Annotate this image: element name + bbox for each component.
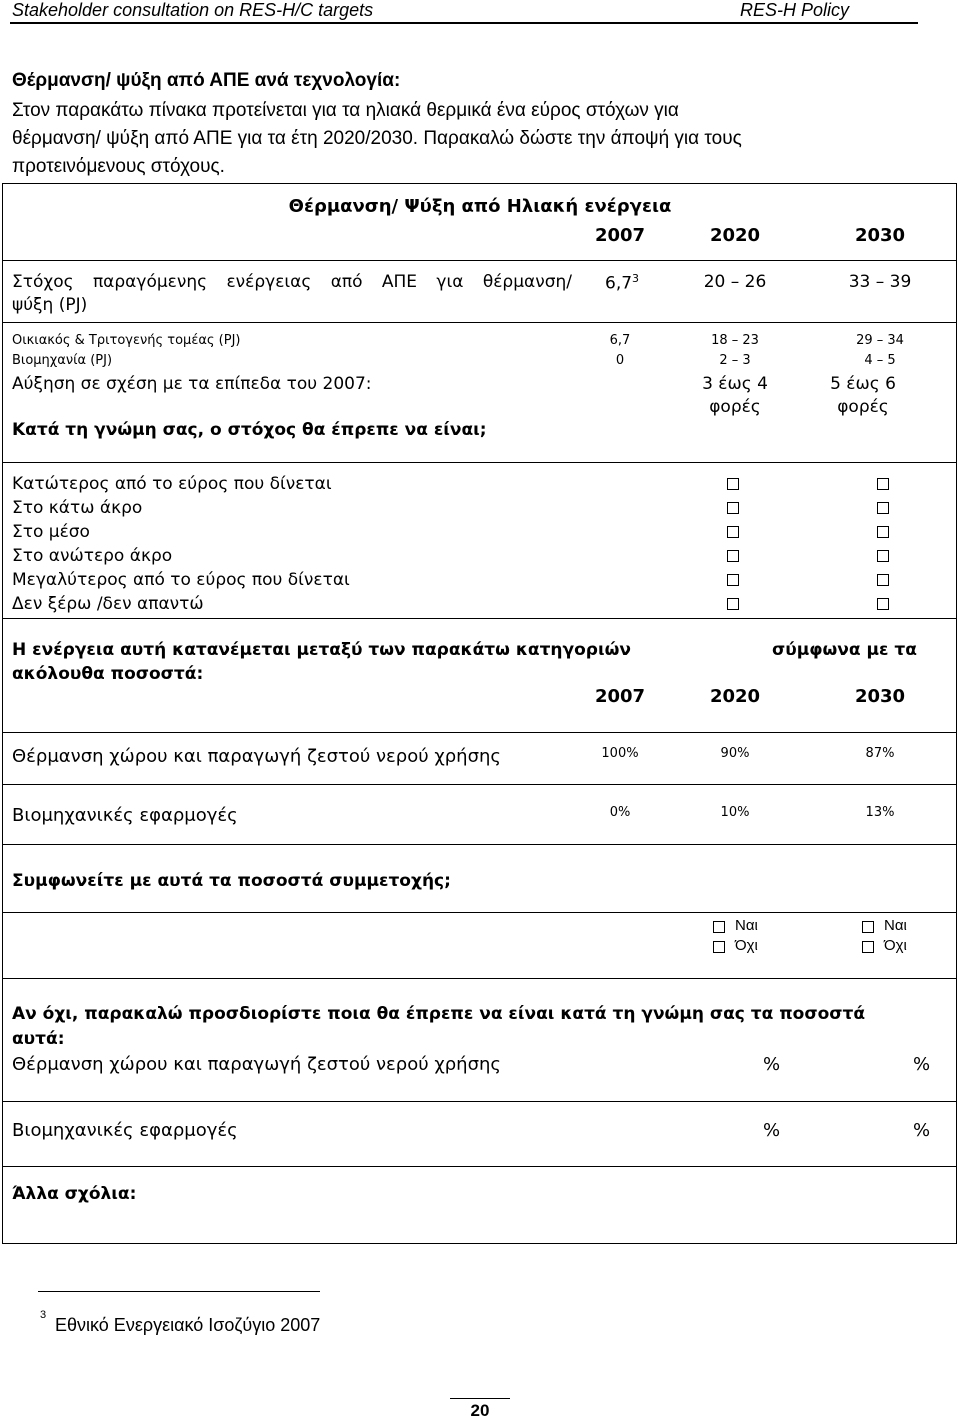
pct-row-2-label: Βιομηχανικές εφαρμογές — [12, 1120, 238, 1141]
agree-question: Συμφωνείτε με αυτά τα ποσοστά συμμετοχής; — [12, 871, 451, 891]
target-2020: 20 – 26 — [703, 272, 767, 292]
sub-row-2-2020: 2 – 3 — [719, 353, 751, 368]
divider-4 — [2, 618, 957, 619]
divider-10 — [2, 1101, 957, 1102]
sub-row-1-2030: 29 – 34 — [856, 333, 904, 348]
page-number: 20 — [470, 1401, 490, 1420]
pct-row-1-label: Θέρμανση χώρου και παραγωγή ζεστού νερού χρήσης — [12, 1054, 501, 1075]
option-6-label: Δεν ξέρω /δεν απαντώ — [12, 594, 204, 614]
option-1-checkbox-2030[interactable] — [877, 478, 889, 490]
footnote-rule — [38, 1291, 320, 1292]
dist-year-2020: 2020 — [709, 686, 761, 707]
sub-row-1-label: Οικιακός & Τριτογενής τομέας (PJ) — [12, 333, 241, 348]
increase-2020-line-2: φορές — [709, 397, 761, 417]
pct-row-2-2020[interactable]: % — [763, 1120, 781, 1141]
option-4-label: Στο ανώτερο άκρο — [12, 546, 173, 566]
sub-row-2-2007: 0 — [615, 353, 625, 368]
option-5-checkbox-2020[interactable] — [727, 574, 739, 586]
pct-row-1-2020[interactable]: % — [763, 1054, 781, 1075]
footnote-ref: 3 — [632, 272, 640, 285]
header-rule — [10, 22, 918, 24]
sub-row-1-2020: 18 – 23 — [711, 333, 759, 348]
dist-year-2030: 2030 — [854, 686, 906, 707]
divider-8 — [2, 912, 957, 913]
option-5-label: Μεγαλύτερος από το εύρος που δίνεται — [12, 570, 350, 590]
opinion-question: Κατά τη γνώμη σας, ο στόχος θα έπρεπε να είναι; — [12, 420, 487, 440]
divider-7 — [2, 844, 957, 845]
agree-2030-no-checkbox[interactable] — [862, 941, 874, 953]
target-2007: $6,7^3$ — [605, 272, 640, 294]
sub-row-2-label: Βιομηχανία (PJ) — [12, 353, 113, 368]
agree-2020-no-label: Όχι — [735, 937, 758, 954]
table-title: Θέρμανση/ Ψύξη από Ηλιακή ενέργεια — [288, 196, 672, 217]
increase-label: Αύξηση σε σχέση με τα επίπεδα του 2007: — [12, 374, 372, 394]
target-2030: 33 – 39 — [848, 272, 912, 292]
sub-row-2-2030: 4 – 5 — [864, 353, 896, 368]
dist-year-2007: 2007 — [594, 686, 646, 707]
year-2030: 2030 — [854, 225, 906, 246]
ifnot-question-1: Αν όχι, παρακαλώ προσδιορίστε ποια θα έπρεπε να είναι κατά τη γνώμη σας τα ποσοστά — [12, 1004, 866, 1024]
dist-row-1-label: Θέρμανση χώρου και παραγωγή ζεστού νερού χρήσης — [12, 746, 501, 767]
table-left-border — [2, 183, 3, 1244]
pct-row-1-2030[interactable]: % — [913, 1054, 931, 1075]
year-2020: 2020 — [709, 225, 761, 246]
dist-row-2-2007: 0% — [609, 805, 631, 820]
divider-1 — [2, 260, 957, 261]
option-3-label: Στο μέσο — [12, 522, 90, 542]
option-4-checkbox-2030[interactable] — [877, 550, 889, 562]
divider-2 — [2, 322, 957, 323]
increase-2030-line-2: φορές — [837, 397, 889, 417]
divider-6 — [2, 784, 957, 785]
option-1-checkbox-2020[interactable] — [727, 478, 739, 490]
table-bottom-border — [2, 1243, 957, 1244]
distribution-question-1: Η ενέργεια αυτή κατανέμεται μεταξύ των παρακάτω κατηγοριών — [12, 640, 631, 660]
option-3-checkbox-2030[interactable] — [877, 526, 889, 538]
year-2007: 2007 — [594, 225, 646, 246]
pct-row-2-2030[interactable]: % — [913, 1120, 931, 1141]
option-6-checkbox-2020[interactable] — [727, 598, 739, 610]
ifnot-question-2: αυτά: — [12, 1029, 65, 1049]
increase-2030-line-1: 5 έως 6 — [830, 374, 896, 394]
agree-2030-yes-checkbox[interactable] — [862, 921, 874, 933]
option-2-label: Στο κάτω άκρο — [12, 498, 143, 518]
agree-2020-yes-label: Ναι — [735, 917, 758, 934]
header-right: RES-H Policy — [740, 0, 850, 20]
table-right-border — [956, 183, 957, 1244]
option-1-label: Κατώτερος από το εύρος που δίνεται — [12, 474, 332, 494]
agree-2020-no-checkbox[interactable] — [713, 941, 725, 953]
option-2-checkbox-2030[interactable] — [877, 502, 889, 514]
option-5-checkbox-2030[interactable] — [877, 574, 889, 586]
agree-2030-no-label: Όχι — [884, 937, 907, 954]
comments-label: Άλλα σχόλια: — [12, 1184, 137, 1204]
agree-2020-yes-checkbox[interactable] — [713, 921, 725, 933]
distribution-question-2: ακόλουθα ποσοστά: — [12, 664, 204, 684]
table-top-border — [2, 183, 957, 184]
header-left: Stakeholder consultation on RES-H/C targets — [12, 0, 374, 20]
dist-row-1-2030: 87% — [865, 746, 895, 761]
dist-row-1-2020: 90% — [720, 746, 750, 761]
intro-line-2: θέρμανση/ ψύξη από ΑΠΕ για τα έτη 2020/2030. Παρακαλώ δώστε την άποψή για τους — [12, 128, 742, 149]
increase-2020-line-1: 3 έως 4 — [702, 374, 768, 394]
dist-row-1-2007: 100% — [601, 746, 639, 761]
divider-9 — [2, 978, 957, 979]
option-6-checkbox-2030[interactable] — [877, 598, 889, 610]
intro-title: Θέρμανση/ ψύξη από ΑΠΕ ανά τεχνολογία: — [12, 70, 401, 91]
page-number-rule — [450, 1398, 510, 1399]
dist-row-2-label: Βιομηχανικές εφαρμογές — [12, 805, 238, 826]
target-label-line-1: Στόχος παραγόμενης ενέργειας από ΑΠΕ για θέρμανση/ — [12, 272, 572, 292]
distribution-question-1b: σύμφωνα με τα — [772, 640, 917, 660]
option-2-checkbox-2020[interactable] — [727, 502, 739, 514]
target-label-line-2: ψύξη (PJ) — [12, 295, 88, 315]
option-3-checkbox-2020[interactable] — [727, 526, 739, 538]
intro-line-1: Στον παρακάτω πίνακα προτείνεται για τα ηλιακά θερμικά ένα εύρος στόχων για — [12, 100, 679, 121]
agree-2030-yes-label: Ναι — [884, 917, 907, 934]
divider-3 — [2, 462, 957, 463]
sub-row-1-2007: 6,7 — [609, 333, 631, 348]
intro-line-3: προτεινόμενους στόχους. — [12, 156, 225, 177]
dist-row-2-2030: 13% — [865, 805, 895, 820]
dist-row-2-2020: 10% — [720, 805, 750, 820]
divider-5 — [2, 732, 957, 733]
option-4-checkbox-2020[interactable] — [727, 550, 739, 562]
footnote-text: Εθνικό Ενεργειακό Ισοζύγιο 2007 — [55, 1315, 321, 1335]
footnote-number: 3 — [40, 1309, 47, 1321]
divider-11 — [2, 1166, 957, 1167]
